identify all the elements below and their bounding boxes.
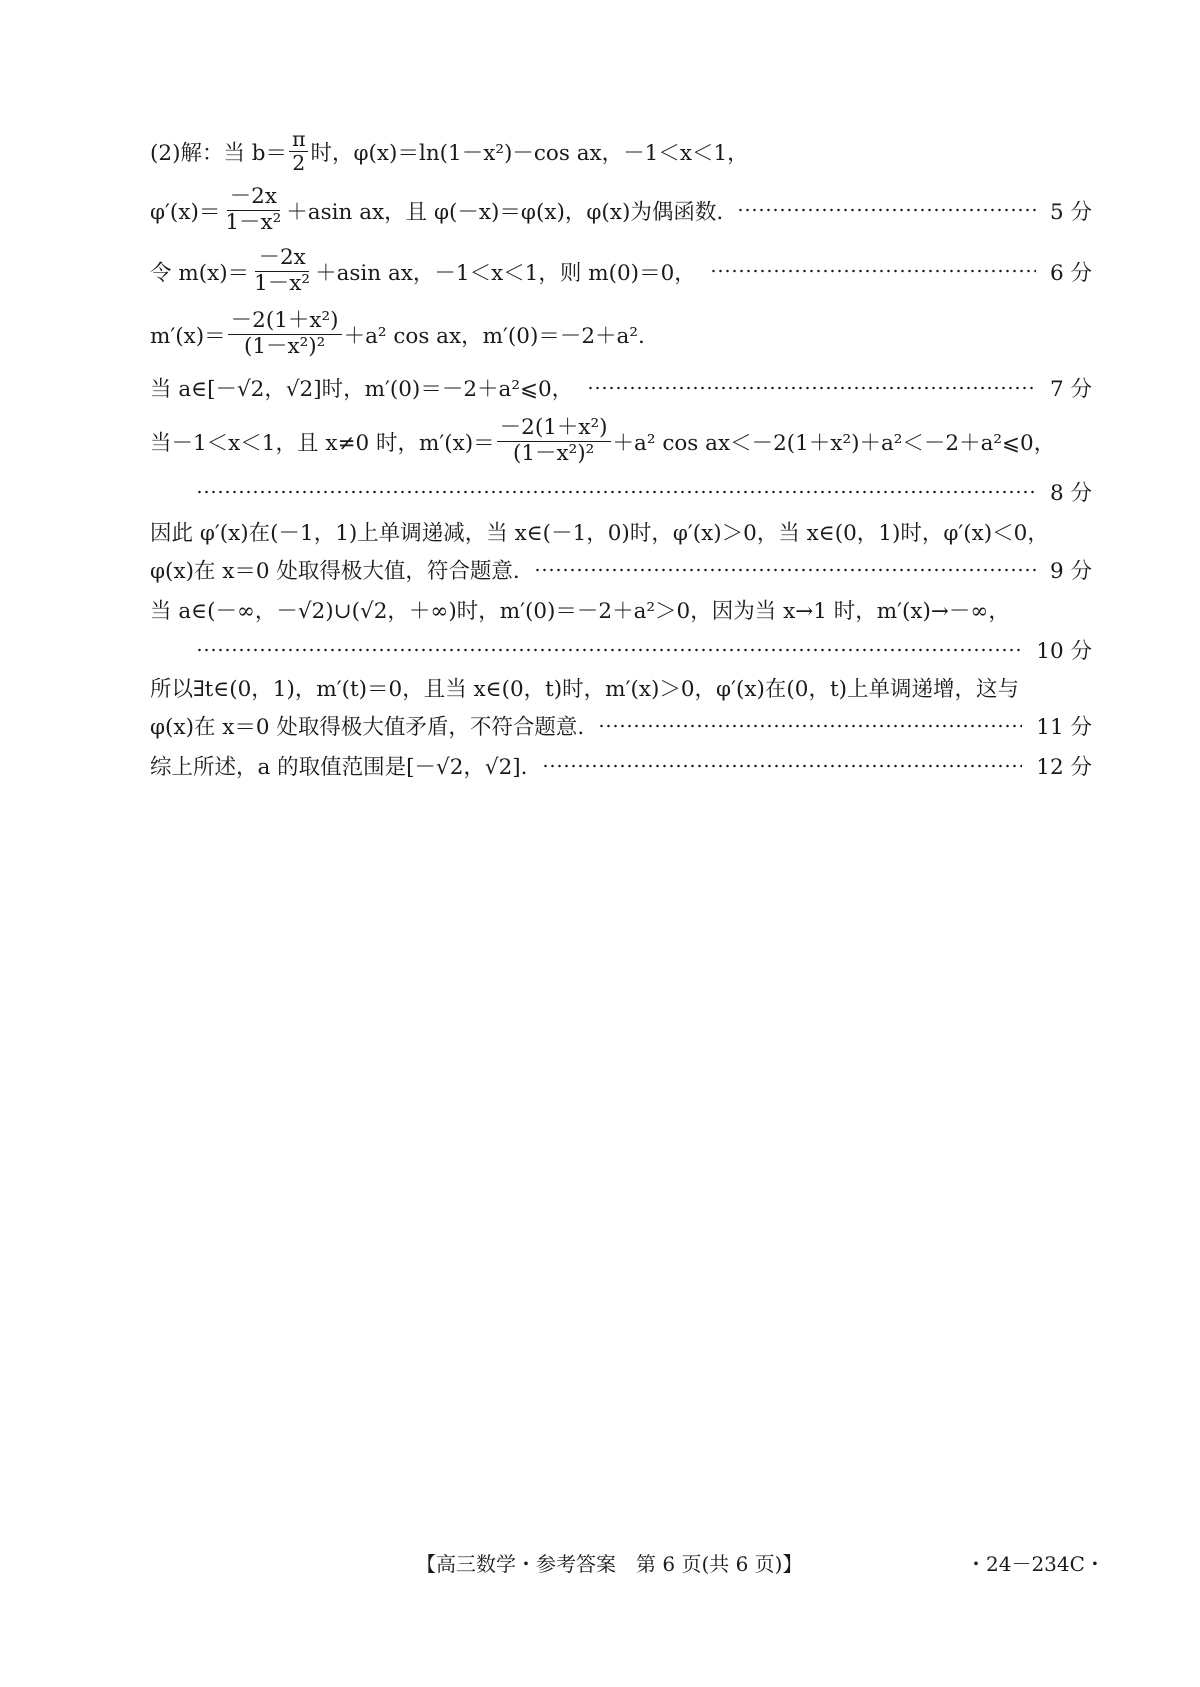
solution-line-2: [150, 185, 1092, 235]
dotted-leader: [587, 386, 1036, 390]
solution-line-8: [150, 516, 1092, 547]
line-3-text-a: 令 m(x)＝: [150, 260, 250, 286]
solution-line-3: [150, 246, 1092, 296]
fraction-numerator: －2(1＋x²): [497, 416, 611, 442]
line-13-text: φ(x)在 x＝0 处取得极大值矛盾，不符合题意.: [150, 715, 585, 740]
line-4-text-b: ＋a² cos ax，m′(0)＝－2＋a².: [343, 323, 645, 349]
dotted-leader: [196, 648, 1022, 652]
score-label: 10 分: [1036, 639, 1092, 664]
footer-doc-code: ・24－234C・: [966, 1552, 1105, 1576]
line-2-text-b: ＋asin ax，且 φ(－x)＝φ(x)，φ(x)为偶函数.: [286, 199, 724, 225]
fraction-denominator: 1－x²: [254, 270, 311, 296]
dotted-leader: [737, 208, 1036, 212]
score-label: 9 分: [1049, 559, 1092, 584]
footer-page-label: 【高三数学・参考答案 第 6 页(共 6 页)】: [416, 1552, 803, 1576]
solution-line-1: [150, 128, 1092, 176]
solution-line-10: [150, 594, 1092, 625]
score-label: 12 分: [1036, 755, 1092, 780]
line-1-text-a: (2)解：当 b＝: [150, 141, 288, 167]
dotted-leader: [710, 269, 1036, 273]
line-10-text: 当 a∈(－∞，－√2)∪(√2，＋∞)时，m′(0)＝－2＋a²＞0，因为当 x→1 时，m′(x)→－∞，: [150, 599, 1010, 624]
line-6-text-a: 当－1＜x＜1，且 x≠0 时，m′(x)＝: [150, 430, 495, 456]
fraction: [251, 246, 313, 296]
dotted-leader: [542, 764, 1023, 768]
solution-line-13: [150, 710, 1092, 741]
fraction: [497, 416, 611, 466]
solution-line-7: [196, 476, 1092, 507]
line-8-text: 因此 φ′(x)在(－1，1)上单调递减，当 x∈(－1，0)时，φ′(x)＞0，当 x∈(0，1)时，φ′(x)＜0，: [150, 521, 1049, 546]
solution-line-12: [150, 672, 1092, 703]
solution-line-4: [150, 309, 1092, 359]
line-9-text: φ(x)在 x＝0 处取得极大值，符合题意.: [150, 559, 520, 584]
line-4-text-a: m′(x)＝: [150, 323, 226, 349]
score-label: 5 分: [1049, 199, 1092, 225]
line-3-text-b: ＋asin ax，－1＜x＜1，则 m(0)＝0，: [315, 260, 696, 286]
score-label: 6 分: [1049, 260, 1092, 286]
line-6-text-b: ＋a² cos ax＜－2(1＋x²)＋a²＜－2＋a²⩽0，: [612, 430, 1056, 456]
fraction-numerator: －2x: [255, 246, 308, 272]
score-label: 11 分: [1036, 715, 1092, 740]
fraction-denominator: (1－x²)²: [512, 440, 595, 466]
line-5-text: 当 a∈[－√2，√2]时，m′(0)＝－2＋a²⩽0，: [150, 377, 574, 402]
dotted-leader: [598, 724, 1022, 728]
fraction-numerator: －2x: [227, 185, 280, 211]
dotted-leader: [534, 568, 1036, 572]
fraction-numerator: －2(1＋x²): [228, 309, 342, 335]
fraction-denominator: 1－x²: [225, 209, 282, 235]
score-label: 7 分: [1049, 377, 1092, 402]
solution-line-14: [150, 750, 1092, 781]
solution-line-5: [150, 372, 1092, 403]
solution-line-11: [196, 634, 1092, 665]
score-label: 8 分: [1049, 481, 1092, 506]
line-2-text-a: φ′(x)＝: [150, 199, 221, 225]
line-1-text-b: 时，φ(x)＝ln(1－x²)－cos ax，－1＜x＜1，: [310, 141, 749, 167]
solution-line-6: [150, 416, 1092, 466]
fraction-denominator: 2: [292, 151, 306, 176]
line-14-text: 综上所述，a 的取值范围是[－√2，√2].: [150, 755, 528, 780]
fraction-denominator: (1－x²)²: [243, 333, 326, 359]
fraction: [228, 309, 342, 359]
page-footer: [0, 1548, 1200, 1584]
dotted-leader: [196, 490, 1036, 494]
fraction-numerator: π: [289, 128, 308, 152]
pi-over-2-fraction: [289, 128, 308, 176]
line-12-text: 所以∃t∈(0，1)，m′(t)＝0，且当 x∈(0，t)时，m′(x)＞0，φ′(x)在(0，t)上单调递增，这与: [150, 677, 1019, 702]
fraction: [222, 185, 284, 235]
solution-line-9: [150, 554, 1092, 585]
